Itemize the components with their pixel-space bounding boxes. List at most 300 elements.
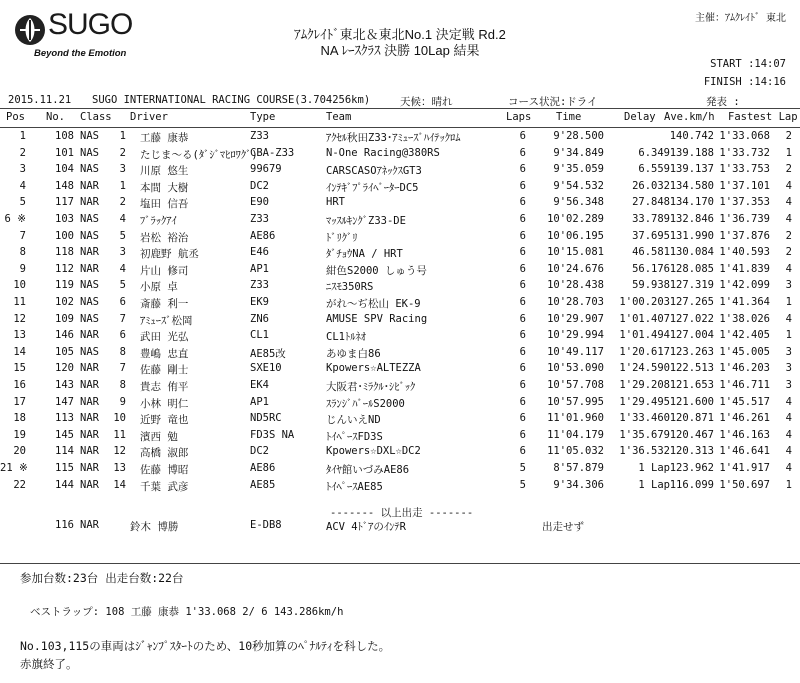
result-driver: 武田 光弘	[140, 331, 189, 344]
result-type: CBA-Z33	[250, 146, 295, 159]
result-class: NAS	[80, 213, 99, 225]
result-laps: 6	[519, 163, 526, 176]
result-fastest: 1'45.005	[719, 345, 770, 358]
result-ave: 132.846	[669, 213, 714, 225]
result-delay: 27.848	[632, 196, 670, 209]
best-lap: ベストラップ: 108 工藤 康恭 1'33.068 2/ 6 143.286km/h	[30, 606, 344, 618]
result-type: Z33	[250, 213, 269, 225]
dns-no: 116	[55, 519, 74, 531]
result-class: NAS	[80, 130, 99, 142]
result-driver: 濱西 勉	[140, 430, 178, 443]
result-ave: 121.600	[669, 395, 714, 408]
result-driver: 佐藤 剛士	[140, 364, 189, 377]
result-fastest: 1'37.101	[719, 179, 770, 192]
result-class-pos: 14	[113, 478, 126, 491]
result-fastest-lap-no: 4	[785, 213, 792, 225]
result-class: NAR	[80, 262, 99, 275]
result-class: NAR	[80, 478, 99, 491]
result-delay: 1'29.495	[619, 395, 670, 408]
result-ave: 131.990	[669, 229, 714, 242]
result-fastest-lap-no: 4	[785, 262, 792, 275]
result-no: 113	[55, 412, 74, 425]
result-laps: 5	[519, 462, 526, 474]
result-time: 9'34.849	[553, 146, 604, 159]
table-row	[0, 230, 800, 247]
result-time: 10'15.081	[547, 246, 604, 259]
result-no: 120	[55, 362, 74, 375]
result-team: じんいえND	[326, 414, 381, 427]
result-class: NAR	[80, 412, 99, 425]
result-driver: ｱﾐｭｰｽﾞ松岡	[140, 314, 193, 327]
result-fastest: 1'38.026	[719, 312, 770, 325]
result-class-pos: 4	[119, 213, 126, 225]
result-fastest-lap-no: 2	[785, 130, 792, 142]
result-fastest-lap-no: 1	[785, 296, 792, 308]
result-pos: 7	[19, 229, 26, 242]
result-fastest: 1'46.711	[719, 379, 770, 391]
result-time: 10'28.438	[547, 279, 604, 292]
result-no: 118	[55, 246, 74, 259]
result-team: ﾆｽﾓ350RS	[326, 281, 374, 294]
result-driver: 初鹿野 航丞	[140, 248, 199, 261]
result-fastest: 1'45.517	[719, 395, 770, 408]
result-type: FD3S NA	[250, 428, 295, 441]
result-class-pos: 2	[119, 196, 126, 209]
result-class-pos: 7	[119, 362, 126, 375]
result-no: 144	[55, 478, 74, 491]
result-no: 119	[55, 279, 74, 292]
logo-wordmark: SUGO	[48, 8, 133, 41]
result-type: AE85	[250, 478, 276, 491]
result-time: 11'05.032	[547, 445, 604, 458]
result-no: 102	[55, 296, 74, 308]
result-delay: 6.349	[638, 146, 670, 159]
result-pos: 2	[19, 146, 26, 159]
result-type: ND5RC	[250, 412, 282, 425]
result-team: あゆま白86	[326, 347, 381, 360]
result-fastest: 1'40.593	[719, 246, 770, 259]
result-pos: 11	[13, 296, 26, 308]
result-class: NAR	[80, 196, 99, 209]
table-row	[0, 246, 800, 263]
result-class: NAR	[80, 395, 99, 408]
result-class-pos: 6	[119, 296, 126, 308]
result-fastest: 1'42.099	[719, 279, 770, 292]
result-driver: 小原 卓	[140, 281, 178, 294]
table-row	[0, 412, 800, 429]
result-type: AE85改	[250, 347, 286, 360]
result-time: 10'06.195	[547, 229, 604, 242]
start-time: START :14:07	[710, 58, 786, 70]
header-top-rule	[0, 108, 800, 109]
announce-label: 発表 :	[706, 96, 740, 108]
result-team: N-One Racing@380RS	[326, 146, 440, 159]
result-type: EK4	[250, 379, 269, 391]
result-ave: 127.319	[669, 279, 714, 292]
entry-count: 参加台数:23台 出走台数:22台	[20, 571, 184, 585]
result-delay: 1 Lap	[638, 478, 670, 491]
dns-type: E-DB8	[250, 519, 282, 531]
result-fastest: 1'42.405	[719, 329, 770, 342]
result-class-pos: 1	[119, 130, 126, 142]
result-team: ｽﾗﾝｼﾞﾊﾞｰﾙS2000	[326, 397, 405, 410]
result-pos: 4	[19, 179, 26, 192]
result-no: 103	[55, 213, 74, 225]
result-delay: 59.938	[632, 279, 670, 292]
col-driver: Driver	[130, 111, 168, 123]
result-laps: 6	[519, 262, 526, 275]
result-class: NAS	[80, 312, 99, 325]
result-class: NAS	[80, 279, 99, 292]
result-no: 148	[55, 179, 74, 192]
result-pos: 20	[13, 445, 26, 458]
result-type: AP1	[250, 395, 269, 408]
result-fastest-lap-no: 4	[785, 395, 792, 408]
dns-status: 出走せず	[542, 521, 584, 533]
result-class-pos: 10	[113, 412, 126, 425]
result-type: AP1	[250, 262, 269, 275]
result-laps: 6	[519, 179, 526, 192]
table-row	[0, 213, 800, 230]
result-fastest: 1'33.068	[719, 130, 770, 142]
result-laps: 6	[519, 329, 526, 342]
penalty-note: No.103,115の車両はｼﾞｬﾝﾌﾟｽﾀｰﾄのため、10秒加算のﾍﾟﾅﾙﾃｨを科した。	[20, 639, 391, 653]
result-class-pos: 5	[119, 229, 126, 242]
result-no: 105	[55, 345, 74, 358]
dns-team: ACV 4ﾄﾞｱのｲﾝﾃR	[326, 521, 406, 533]
result-class: NAR	[80, 179, 99, 192]
result-time: 11'04.179	[547, 428, 604, 441]
result-no: 114	[55, 445, 74, 458]
result-time: 9'35.059	[553, 163, 604, 176]
result-type: Z33	[250, 279, 269, 292]
result-driver: 川原 悠生	[140, 165, 189, 178]
result-laps: 6	[519, 395, 526, 408]
result-team: ｱｸｾﾙ秋田Z33･ｱﾐｭｰｽﾞﾊｲﾃｯｸﾛﾑ	[326, 132, 461, 144]
result-driver: 豊嶋 忠直	[140, 347, 189, 360]
result-driver: 近野 竜也	[140, 414, 189, 427]
result-type: DC2	[250, 445, 269, 458]
result-delay: 33.789	[632, 213, 670, 225]
organizer-label: 主催：ｱﾑｸﾚｲﾄﾞ 東北	[694, 13, 786, 24]
result-team: ｲﾝﾃｷﾞﾌﾟﾗｲﾍﾞｰﾀｰDC5	[326, 181, 419, 194]
result-fastest-lap-no: 1	[785, 146, 792, 159]
result-delay: 1'29.208	[619, 379, 670, 391]
result-driver: 千葉 武彦	[140, 480, 189, 493]
result-pos: 13	[13, 329, 26, 342]
result-pos: 3	[19, 163, 26, 176]
result-team: ﾄｲﾍﾟｰｽFD3S	[326, 430, 383, 443]
result-team: 紺色S2000 しゅう号	[326, 264, 427, 277]
table-row	[0, 445, 800, 462]
result-team: AMUSE SPV Racing	[326, 312, 428, 325]
result-no: 143	[55, 379, 74, 391]
result-fastest: 1'50.697	[719, 478, 770, 491]
result-class-pos: 3	[119, 163, 126, 176]
result-pos: 18	[13, 412, 26, 425]
result-ave: 134.170	[669, 196, 714, 209]
result-no: 101	[55, 146, 74, 159]
col-pos: Pos	[6, 111, 25, 123]
result-time: 10'53.090	[547, 362, 604, 375]
col-class: Class	[80, 111, 112, 123]
result-no: 147	[55, 395, 74, 408]
result-team: CL1ﾄﾙﾈｵ	[326, 331, 366, 344]
result-driver: 片山 修司	[140, 264, 189, 277]
result-no: 108	[55, 130, 74, 142]
result-laps: 6	[519, 412, 526, 425]
result-no: 100	[55, 229, 74, 242]
result-pos: 9	[19, 262, 26, 275]
table-row	[0, 313, 800, 330]
col-laps: Laps	[506, 111, 532, 123]
result-laps: 6	[519, 130, 526, 142]
result-driver: 小林 明仁	[140, 397, 189, 410]
result-fastest-lap-no: 2	[785, 246, 792, 259]
result-class-pos: 1	[119, 179, 126, 192]
result-laps: 6	[519, 146, 526, 159]
result-fastest: 1'41.917	[719, 462, 770, 474]
result-fastest: 1'33.753	[719, 163, 770, 176]
result-fastest-lap-no: 3	[785, 345, 792, 358]
result-fastest: 1'46.261	[719, 412, 770, 425]
result-type: Z33	[250, 130, 269, 142]
result-driver: 貴志 侑平	[140, 381, 189, 393]
result-class: NAS	[80, 146, 99, 159]
result-class: NAS	[80, 345, 99, 358]
result-pos: 16	[13, 379, 26, 391]
result-ave: 127.265	[669, 296, 714, 308]
table-row	[0, 396, 800, 413]
result-laps: 5	[519, 478, 526, 491]
result-delay: 46.581	[632, 246, 670, 259]
result-ave: 127.022	[669, 312, 714, 325]
result-class: NAR	[80, 362, 99, 375]
result-class: NAR	[80, 329, 99, 342]
result-no: 112	[55, 262, 74, 275]
result-delay: 1'01.494	[619, 329, 670, 342]
result-fastest: 1'41.839	[719, 262, 770, 275]
result-time: 9'28.500	[553, 130, 604, 142]
result-class: NAR	[80, 445, 99, 458]
result-class: NAR	[80, 379, 99, 391]
result-fastest-lap-no: 3	[785, 379, 792, 391]
cutoff-line: ------- 以上出走 -------	[330, 507, 474, 519]
result-delay: 26.032	[632, 179, 670, 192]
result-ave: 130.084	[669, 246, 714, 259]
result-pos: 6 ※	[4, 213, 26, 225]
result-no: 146	[55, 329, 74, 342]
col-time: Time	[556, 111, 582, 123]
col-team: Team	[326, 111, 352, 123]
table-row	[0, 130, 800, 147]
result-class: NAS	[80, 163, 99, 176]
result-class-pos: 4	[119, 262, 126, 275]
event-title: ｱﾑｸﾚｲﾄﾞ東北＆東北No.1 決定戦 Rd.2	[294, 27, 506, 42]
result-laps: 6	[519, 229, 526, 242]
table-row	[0, 296, 800, 313]
col-fastest: Fastest Lap	[728, 111, 798, 123]
result-laps: 6	[519, 279, 526, 292]
table-row	[0, 329, 800, 346]
result-fastest: 1'46.641	[719, 445, 770, 458]
table-row	[0, 163, 800, 180]
result-fastest: 1'33.732	[719, 146, 770, 159]
result-laps: 6	[519, 428, 526, 441]
result-driver: 佐藤 博昭	[140, 464, 189, 476]
result-delay: 1'24.590	[619, 362, 670, 375]
table-row	[0, 279, 800, 296]
result-time: 9'34.306	[553, 478, 604, 491]
result-fastest: 1'46.203	[719, 362, 770, 375]
result-fastest: 1'41.364	[719, 296, 770, 308]
result-ave: 140.742	[669, 130, 714, 142]
result-delay: 37.695	[632, 229, 670, 242]
result-laps: 6	[519, 345, 526, 358]
weather: 天候：晴れ	[400, 96, 453, 108]
result-pos: 15	[13, 362, 26, 375]
result-ave: 120.871	[669, 412, 714, 425]
result-no: 104	[55, 163, 74, 176]
result-delay: 56.176	[632, 262, 670, 275]
result-fastest-lap-no: 3	[785, 362, 792, 375]
result-class: NAS	[80, 229, 99, 242]
result-ave: 139.188	[669, 146, 714, 159]
result-time: 8'57.879	[553, 462, 604, 474]
result-time: 10'28.703	[547, 296, 604, 308]
result-pos: 22	[13, 478, 26, 491]
result-class-pos: 7	[119, 312, 126, 325]
result-ave: 128.085	[669, 262, 714, 275]
result-fastest-lap-no: 4	[785, 196, 792, 209]
result-delay: 1'00.203	[619, 296, 670, 308]
finish-time: FINISH :14:16	[703, 76, 786, 88]
result-pos: 17	[13, 395, 26, 408]
result-driver: 工藤 康恭	[140, 132, 189, 144]
result-laps: 6	[519, 196, 526, 209]
logo-tagline: Beyond the Emotion	[34, 48, 127, 59]
result-type: DC2	[250, 179, 269, 192]
result-class-pos: 5	[119, 279, 126, 292]
dns-class: NAR	[80, 519, 99, 531]
result-ave: 122.513	[669, 362, 714, 375]
race-date: 2015.11.21	[8, 94, 72, 106]
result-ave: 120.313	[669, 445, 714, 458]
result-fastest-lap-no: 4	[785, 445, 792, 458]
result-type: AE86	[250, 462, 276, 474]
result-no: 109	[55, 312, 74, 325]
result-class-pos: 6	[119, 329, 126, 342]
result-class-pos: 12	[113, 445, 126, 458]
table-row	[0, 346, 800, 363]
table-row	[0, 379, 800, 396]
result-class-pos: 11	[113, 428, 126, 441]
result-driver: 斎藤 利一	[140, 298, 189, 310]
result-class-pos: 9	[119, 395, 126, 408]
result-type: AE86	[250, 229, 276, 242]
result-delay: 1'36.532	[619, 445, 670, 458]
dns-row	[0, 519, 800, 536]
result-time: 10'49.117	[547, 345, 604, 358]
result-driver: 本間 大樹	[140, 181, 189, 194]
result-ave: 120.467	[669, 428, 714, 441]
table-row	[0, 362, 800, 379]
result-class: NAR	[80, 246, 99, 259]
col-no: No.	[46, 111, 65, 123]
result-ave: 121.653	[669, 379, 714, 391]
result-delay: 1'35.679	[619, 428, 670, 441]
result-time: 10'29.994	[547, 329, 604, 342]
result-class: NAR	[80, 462, 99, 474]
result-laps: 6	[519, 213, 526, 225]
table-row	[0, 462, 800, 479]
result-delay: 1'20.617	[619, 345, 670, 358]
table-row	[0, 147, 800, 164]
result-team: ﾄｲﾍﾟｰｽAE85	[326, 480, 383, 493]
result-time: 11'01.960	[547, 412, 604, 425]
race-end-note: 赤旗終了。	[20, 657, 78, 671]
result-class: NAR	[80, 428, 99, 441]
result-type: EK9	[250, 296, 269, 308]
result-type: SXE10	[250, 362, 282, 375]
header-bottom-rule	[0, 127, 800, 128]
result-team: ﾀﾞﾁｮｳNA / HRT	[326, 248, 403, 261]
result-class-pos: 3	[119, 246, 126, 259]
table-header	[0, 111, 800, 128]
result-laps: 6	[519, 312, 526, 325]
result-type: E46	[250, 246, 269, 259]
result-team: 大阪君･ﾐﾗｸﾙ･ｼﾋﾞｯｸ	[326, 381, 416, 393]
result-driver: たじま～る(ﾀﾞｼﾞﾏﾋﾛﾜｸﾞ)	[140, 148, 258, 161]
result-pos: 12	[13, 312, 26, 325]
result-type: CL1	[250, 329, 269, 342]
result-ave: 134.580	[669, 179, 714, 192]
table-row	[0, 196, 800, 213]
result-ave: 127.004	[669, 329, 714, 342]
result-driver: 塩田 信吾	[140, 198, 189, 211]
result-type: E90	[250, 196, 269, 209]
result-laps: 6	[519, 362, 526, 375]
dns-driver: 鈴木 博勝	[130, 521, 179, 533]
result-delay: 1'01.407	[619, 312, 670, 325]
result-delay: 6.559	[638, 163, 670, 176]
col-type: Type	[250, 111, 276, 123]
table-row	[0, 429, 800, 446]
course-name: SUGO INTERNATIONAL RACING COURSE(3.704256km)	[92, 94, 371, 106]
result-team: HRT	[326, 196, 345, 209]
result-no: 145	[55, 428, 74, 441]
result-class-pos: 2	[119, 146, 126, 159]
result-class-pos: 13	[113, 462, 126, 474]
result-type: ZN6	[250, 312, 269, 325]
result-ave: 123.263	[669, 345, 714, 358]
result-no: 117	[55, 196, 74, 209]
result-time: 9'54.532	[553, 179, 604, 192]
result-team: Kpowers☆ALTEZZA	[326, 362, 421, 375]
result-fastest-lap-no: 4	[785, 312, 792, 325]
result-fastest-lap-no: 1	[785, 478, 792, 491]
result-time: 10'24.676	[547, 262, 604, 275]
table-row	[0, 180, 800, 197]
result-pos: 14	[13, 345, 26, 358]
result-fastest-lap-no: 4	[785, 179, 792, 192]
table-row	[0, 263, 800, 280]
result-no: 115	[55, 462, 74, 474]
result-team: ﾀｲﾔ館いづみAE86	[326, 464, 410, 476]
result-class-pos: 8	[119, 345, 126, 358]
result-pos: 10	[13, 279, 26, 292]
col-ave: Ave.km/h	[664, 111, 715, 123]
